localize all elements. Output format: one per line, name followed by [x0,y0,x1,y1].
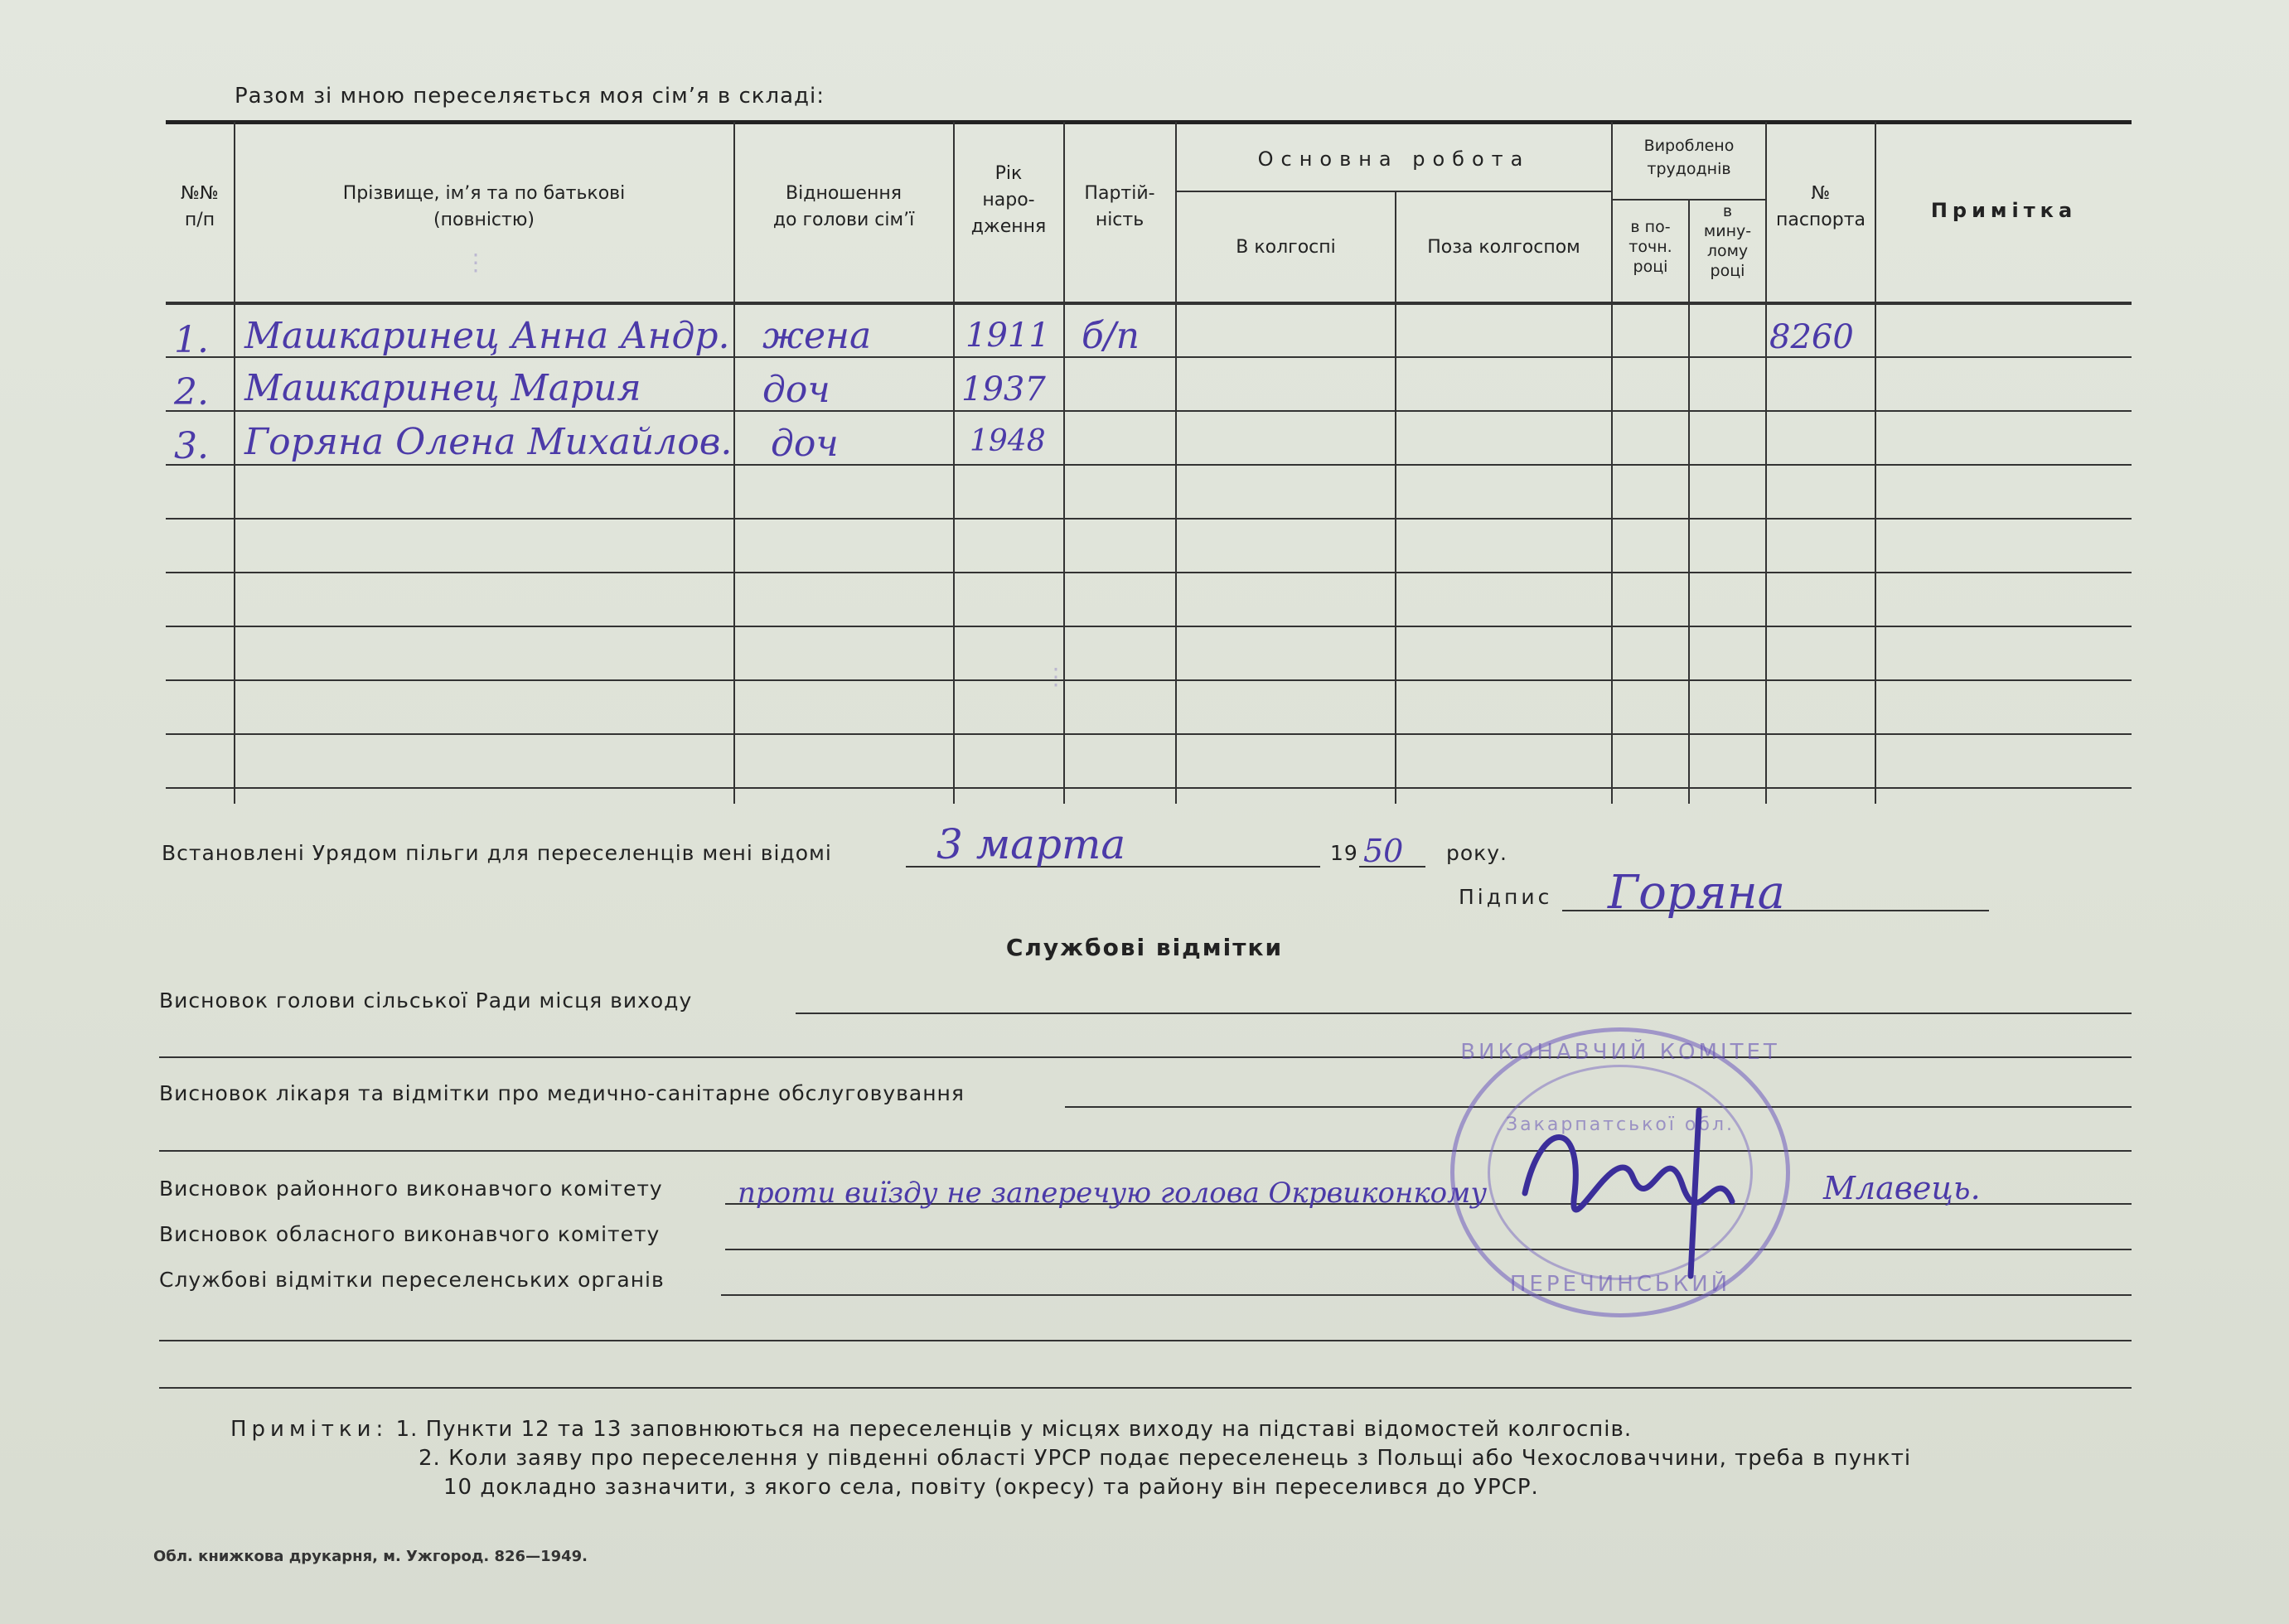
row-line [166,679,2132,681]
row-1-num: 1. [174,319,209,361]
table-header-bottom [166,302,2132,305]
note-1: 1. Пункти 12 та 13 заповнюються на переселенців у місцях виходу на підставі відомостей колгоспів. [395,1417,1633,1442]
line [159,1387,2132,1389]
row-1-passport: 8260 [1769,318,1854,356]
signature-value: Горяна [1608,866,1785,920]
row-line [166,410,2132,412]
col-divider [1175,122,1177,804]
row-1-party: б/п [1082,315,1140,357]
stamp-signature-scribble [1508,1085,1757,1284]
intro-text: Разом зі мною переселяється моя сім’я в складі: [235,84,825,109]
row-line [166,626,2132,627]
stamp-middle-text: Закарпатської обл. [1506,1114,1735,1135]
row-line [166,572,2132,573]
col-last-year-header: в мину- лому році [1703,202,1752,280]
benefits-text: Встановлені Урядом пільги для переселенців мені відомі [162,841,832,865]
stamp-bottom-text: ПЕРЕЧИНСЬКИЙ [1509,1272,1731,1297]
district-value: проти виїзду не заперечую голова Окрвиконкому [738,1177,1488,1210]
faded-stamp-trace: ⋮ [464,249,487,276]
notes-label: Примітки: [230,1417,389,1442]
row-2-relation: доч [762,369,830,411]
benefits-year-prefix: 19 [1330,841,1358,865]
row-3-num: 3. [174,425,209,467]
main-work-divider [1177,191,1611,192]
col-year-header: Рік наро- дження [970,163,1047,237]
row-2-name: Машкаринец Мария [244,367,641,409]
col-relation-header: Відношення до голови сім’ї [772,183,915,230]
col-current-year-header: в по- точн. році [1628,218,1672,276]
col-divider [1688,199,1690,804]
line [159,1056,2132,1058]
workdays-divider [1613,199,1765,201]
col-in-kolhosp-header: В колгоспі [1236,237,1336,258]
row-line [166,787,2132,789]
stamp-outer-text: ВИКОНАВЧИЙ КОМІТЕТ [1460,1040,1780,1065]
col-divider [1875,122,1876,804]
line [159,1340,2132,1341]
line [159,1150,2132,1152]
signature-label: Підпис [1459,885,1553,909]
col-main-work-header: Основна робота [1257,147,1531,171]
benefits-year-suffix: 50 [1363,833,1404,869]
doctor-label: Висновок лікаря та відмітки про медично-санітарне обслуговування [159,1081,965,1105]
row-1-relation: жена [762,315,872,357]
col-party-header: Партій- ність [1084,183,1155,230]
village-council-label: Висновок голови сільської Ради місця виходу [159,988,693,1013]
benefits-year-word: року. [1446,841,1508,865]
row-1-year: 1911 [965,317,1050,355]
table-top-border [166,120,2132,124]
col-name-header: Прізвище, ім’я та по батькові (повністю) [342,183,626,230]
col-outside-kolhosp-header: Поза колгоспом [1427,237,1580,258]
row-1-name: Машкаринец Анна Андр. [244,315,730,357]
regional-label: Висновок обласного виконавчого комітету [159,1222,661,1246]
col-workdays-header: Вироблено трудоднів [1643,137,1735,178]
resettlement-label: Службові відмітки переселенських органів [159,1268,665,1292]
printer-imprint: Обл. книжкова друкарня, м. Ужгород. 826—1949. [153,1548,588,1565]
notes-block [230,1417,1632,1442]
official-title: Службові відмітки [1005,934,1284,961]
benefits-date: 3 марта [936,820,1126,868]
row-line [166,518,2132,520]
col-divider [1395,191,1396,804]
line [796,1013,2132,1014]
col-num-header: №№ п/п [181,183,219,230]
note-2a: 2. Коли заяву про переселення у південні області УРСР подає переселенець з Польщі або Чехословаччини, треба в пункті [419,1446,1912,1471]
row-line [166,733,2132,735]
row-3-year: 1948 [970,424,1046,458]
district-sign: Млавець. [1823,1170,1981,1206]
col-note-header: Примітка [1930,199,2078,222]
row-line [166,464,2132,466]
row-2-num: 2. [174,371,209,413]
row-3-name: Горяна Олена Михайлов. [244,421,733,463]
row-2-year: 1937 [961,370,1046,408]
faded-stamp-trace: ⋮ [1044,663,1067,690]
district-label: Висновок районного виконавчого комітету [159,1177,663,1201]
col-passport-header: № паспорта [1775,183,1866,230]
line [725,1249,2132,1250]
line [721,1294,2132,1296]
row-3-relation: доч [771,423,839,465]
note-2b: 10 докладно зазначити, з якого села, повіту (окресу) та району він переселився до УРСР. [443,1475,1539,1500]
